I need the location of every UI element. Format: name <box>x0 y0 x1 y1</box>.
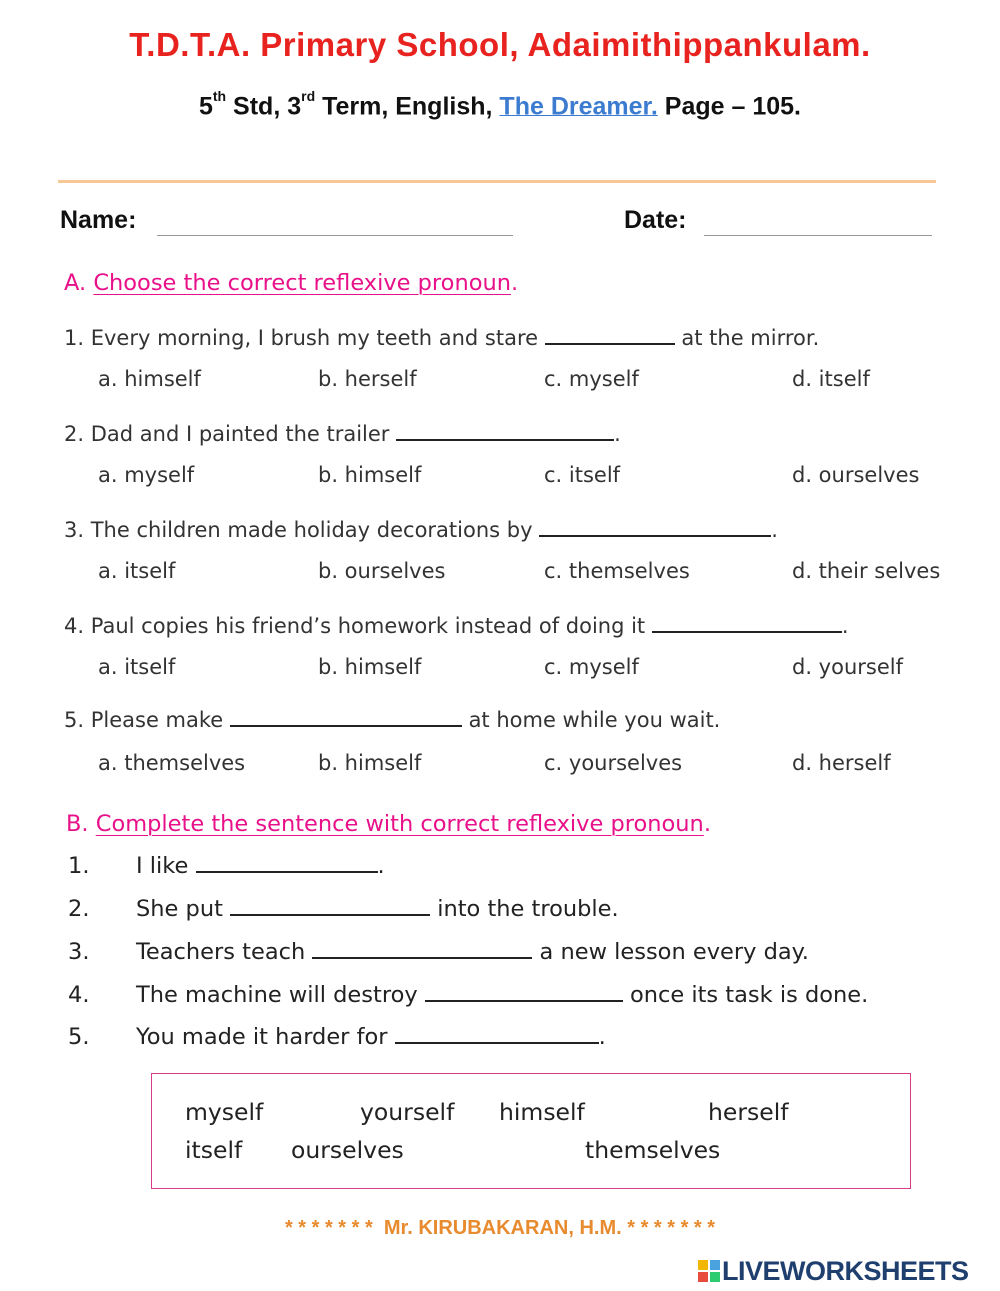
option-a[interactable]: a. himself <box>98 367 201 391</box>
option-b[interactable]: b. ourselves <box>318 559 446 583</box>
answer-blank[interactable] <box>545 342 675 345</box>
answer-blank[interactable] <box>652 630 842 633</box>
question-number: 3. <box>64 518 85 542</box>
question-text: Please make <box>90 708 230 732</box>
question-4 <box>64 614 849 638</box>
liveworksheets-brand[interactable] <box>698 1256 969 1287</box>
question-text: Every morning, I brush my teeth and stare <box>90 326 545 350</box>
option-d[interactable]: d. itself <box>792 367 870 391</box>
section-a-dot: . <box>511 270 519 296</box>
grade-suffix: th <box>212 88 227 104</box>
question-text-end: . <box>771 518 778 542</box>
date-input-line[interactable] <box>704 235 932 236</box>
option-a[interactable]: a. itself <box>98 559 176 583</box>
answer-blank[interactable] <box>196 870 378 873</box>
question-number: 4. <box>64 614 85 638</box>
sentence-2 <box>136 896 619 922</box>
sentence-text-end: a new lesson every day. <box>532 939 809 965</box>
sentence-4 <box>136 982 868 1008</box>
page-ref: Page – 105. <box>657 92 801 121</box>
word-bank-item[interactable]: ourselves <box>291 1136 404 1164</box>
sentence-2-number: 2. <box>68 896 90 922</box>
sentence-text: The machine will destroy <box>136 982 425 1008</box>
answer-blank[interactable] <box>395 1041 599 1044</box>
option-d[interactable]: d. herself <box>792 751 891 775</box>
option-b[interactable]: b. himself <box>318 463 422 487</box>
name-input-line[interactable] <box>157 235 513 236</box>
sentence-text: She put <box>136 896 231 922</box>
word-bank-item[interactable]: myself <box>185 1098 264 1126</box>
option-c[interactable]: c. itself <box>544 463 621 487</box>
question-text-end: at the mirror. <box>674 326 820 350</box>
answer-blank[interactable] <box>425 999 623 1002</box>
answer-blank[interactable] <box>312 956 532 959</box>
sentence-text-end: once its task is done. <box>622 982 869 1008</box>
answer-blank[interactable] <box>396 438 614 441</box>
sentence-5 <box>136 1024 606 1050</box>
option-c[interactable]: c. myself <box>544 367 639 391</box>
sentence-3-number: 3. <box>68 939 90 965</box>
option-c[interactable]: c. themselves <box>544 559 690 583</box>
sentence-1-number: 1. <box>68 853 90 879</box>
question-number: 5. <box>64 708 85 732</box>
question-text: Paul copies his friend’s homework instead of doing it <box>90 614 652 638</box>
section-b-title: Complete the sentence with correct reflexive pronoun <box>95 811 704 837</box>
footer-stars-right: * * * * * * * <box>627 1217 716 1239</box>
question-text: Dad and I painted the trailer <box>90 422 397 446</box>
sentence-text: Teachers teach <box>136 939 313 965</box>
sentence-5-number: 5. <box>68 1024 90 1050</box>
sentence-text: You made it harder for <box>136 1024 395 1050</box>
answer-blank[interactable] <box>539 534 771 537</box>
name-label: Name: <box>60 206 137 234</box>
option-d[interactable]: d. yourself <box>792 655 903 679</box>
word-bank-item[interactable]: themselves <box>585 1136 721 1164</box>
section-b-heading <box>66 811 711 837</box>
sentence-text-end: into the trouble. <box>430 896 619 922</box>
option-c[interactable]: c. yourselves <box>544 751 683 775</box>
term-suffix: rd <box>301 88 316 104</box>
question-text-end: . <box>614 422 621 446</box>
option-a[interactable]: a. itself <box>98 655 176 679</box>
word-bank-item[interactable]: herself <box>708 1098 789 1126</box>
option-d[interactable]: d. their selves <box>792 559 941 583</box>
option-a[interactable]: a. myself <box>98 463 195 487</box>
brand-text: LIVEWORKSHEETS <box>722 1256 969 1286</box>
term-number: 3 <box>287 92 302 121</box>
section-a-heading <box>64 270 518 296</box>
option-a[interactable]: a. themselves <box>98 751 246 775</box>
question-text: The children made holiday decorations by <box>90 518 540 542</box>
sentence-3 <box>136 939 809 965</box>
option-b[interactable]: b. herself <box>318 367 417 391</box>
question-number: 1. <box>64 326 85 350</box>
sentence-text: I like <box>136 853 196 879</box>
term-text: Term, English, <box>315 92 500 121</box>
question-1 <box>64 326 819 350</box>
liveworksheets-logo-icon <box>698 1260 720 1282</box>
author-name: Mr. KIRUBAKARAN, H.M. <box>383 1217 622 1239</box>
question-3 <box>64 518 778 542</box>
word-bank-item[interactable]: himself <box>499 1098 585 1126</box>
question-number: 2. <box>64 422 85 446</box>
section-b-dot: . <box>703 811 711 837</box>
footer-stars-left: * * * * * * * <box>284 1217 373 1239</box>
question-text-end: at home while you wait. <box>461 708 721 732</box>
footer-credit <box>0 1217 1000 1240</box>
option-b[interactable]: b. himself <box>318 655 422 679</box>
date-label: Date: <box>624 206 687 234</box>
question-2 <box>64 422 621 446</box>
header-divider <box>58 180 936 183</box>
word-bank-box <box>151 1073 911 1189</box>
grade-number: 5 <box>198 92 213 121</box>
option-c[interactable]: c. myself <box>544 655 639 679</box>
sentence-text-end: . <box>377 853 385 879</box>
word-bank-item[interactable]: itself <box>185 1136 243 1164</box>
option-d[interactable]: d. ourselves <box>792 463 920 487</box>
section-b-letter: B. <box>66 811 89 837</box>
section-a-title: Choose the correct reflexive pronoun <box>93 270 511 296</box>
subtitle <box>0 88 1000 121</box>
question-5 <box>64 708 720 732</box>
answer-blank[interactable] <box>230 913 430 916</box>
sentence-1 <box>136 853 385 879</box>
story-title: The Dreamer. <box>499 92 658 121</box>
school-title: T.D.T.A. Primary School, Adaimithippankulam. <box>129 26 871 63</box>
question-text-end: . <box>841 614 849 638</box>
answer-blank[interactable] <box>230 724 462 727</box>
section-a-letter: A. <box>64 270 87 296</box>
sentence-4-number: 4. <box>68 982 90 1008</box>
word-bank-item[interactable]: yourself <box>360 1098 455 1126</box>
option-b[interactable]: b. himself <box>318 751 422 775</box>
std-text: Std, <box>226 92 288 121</box>
sentence-text-end: . <box>598 1024 606 1050</box>
